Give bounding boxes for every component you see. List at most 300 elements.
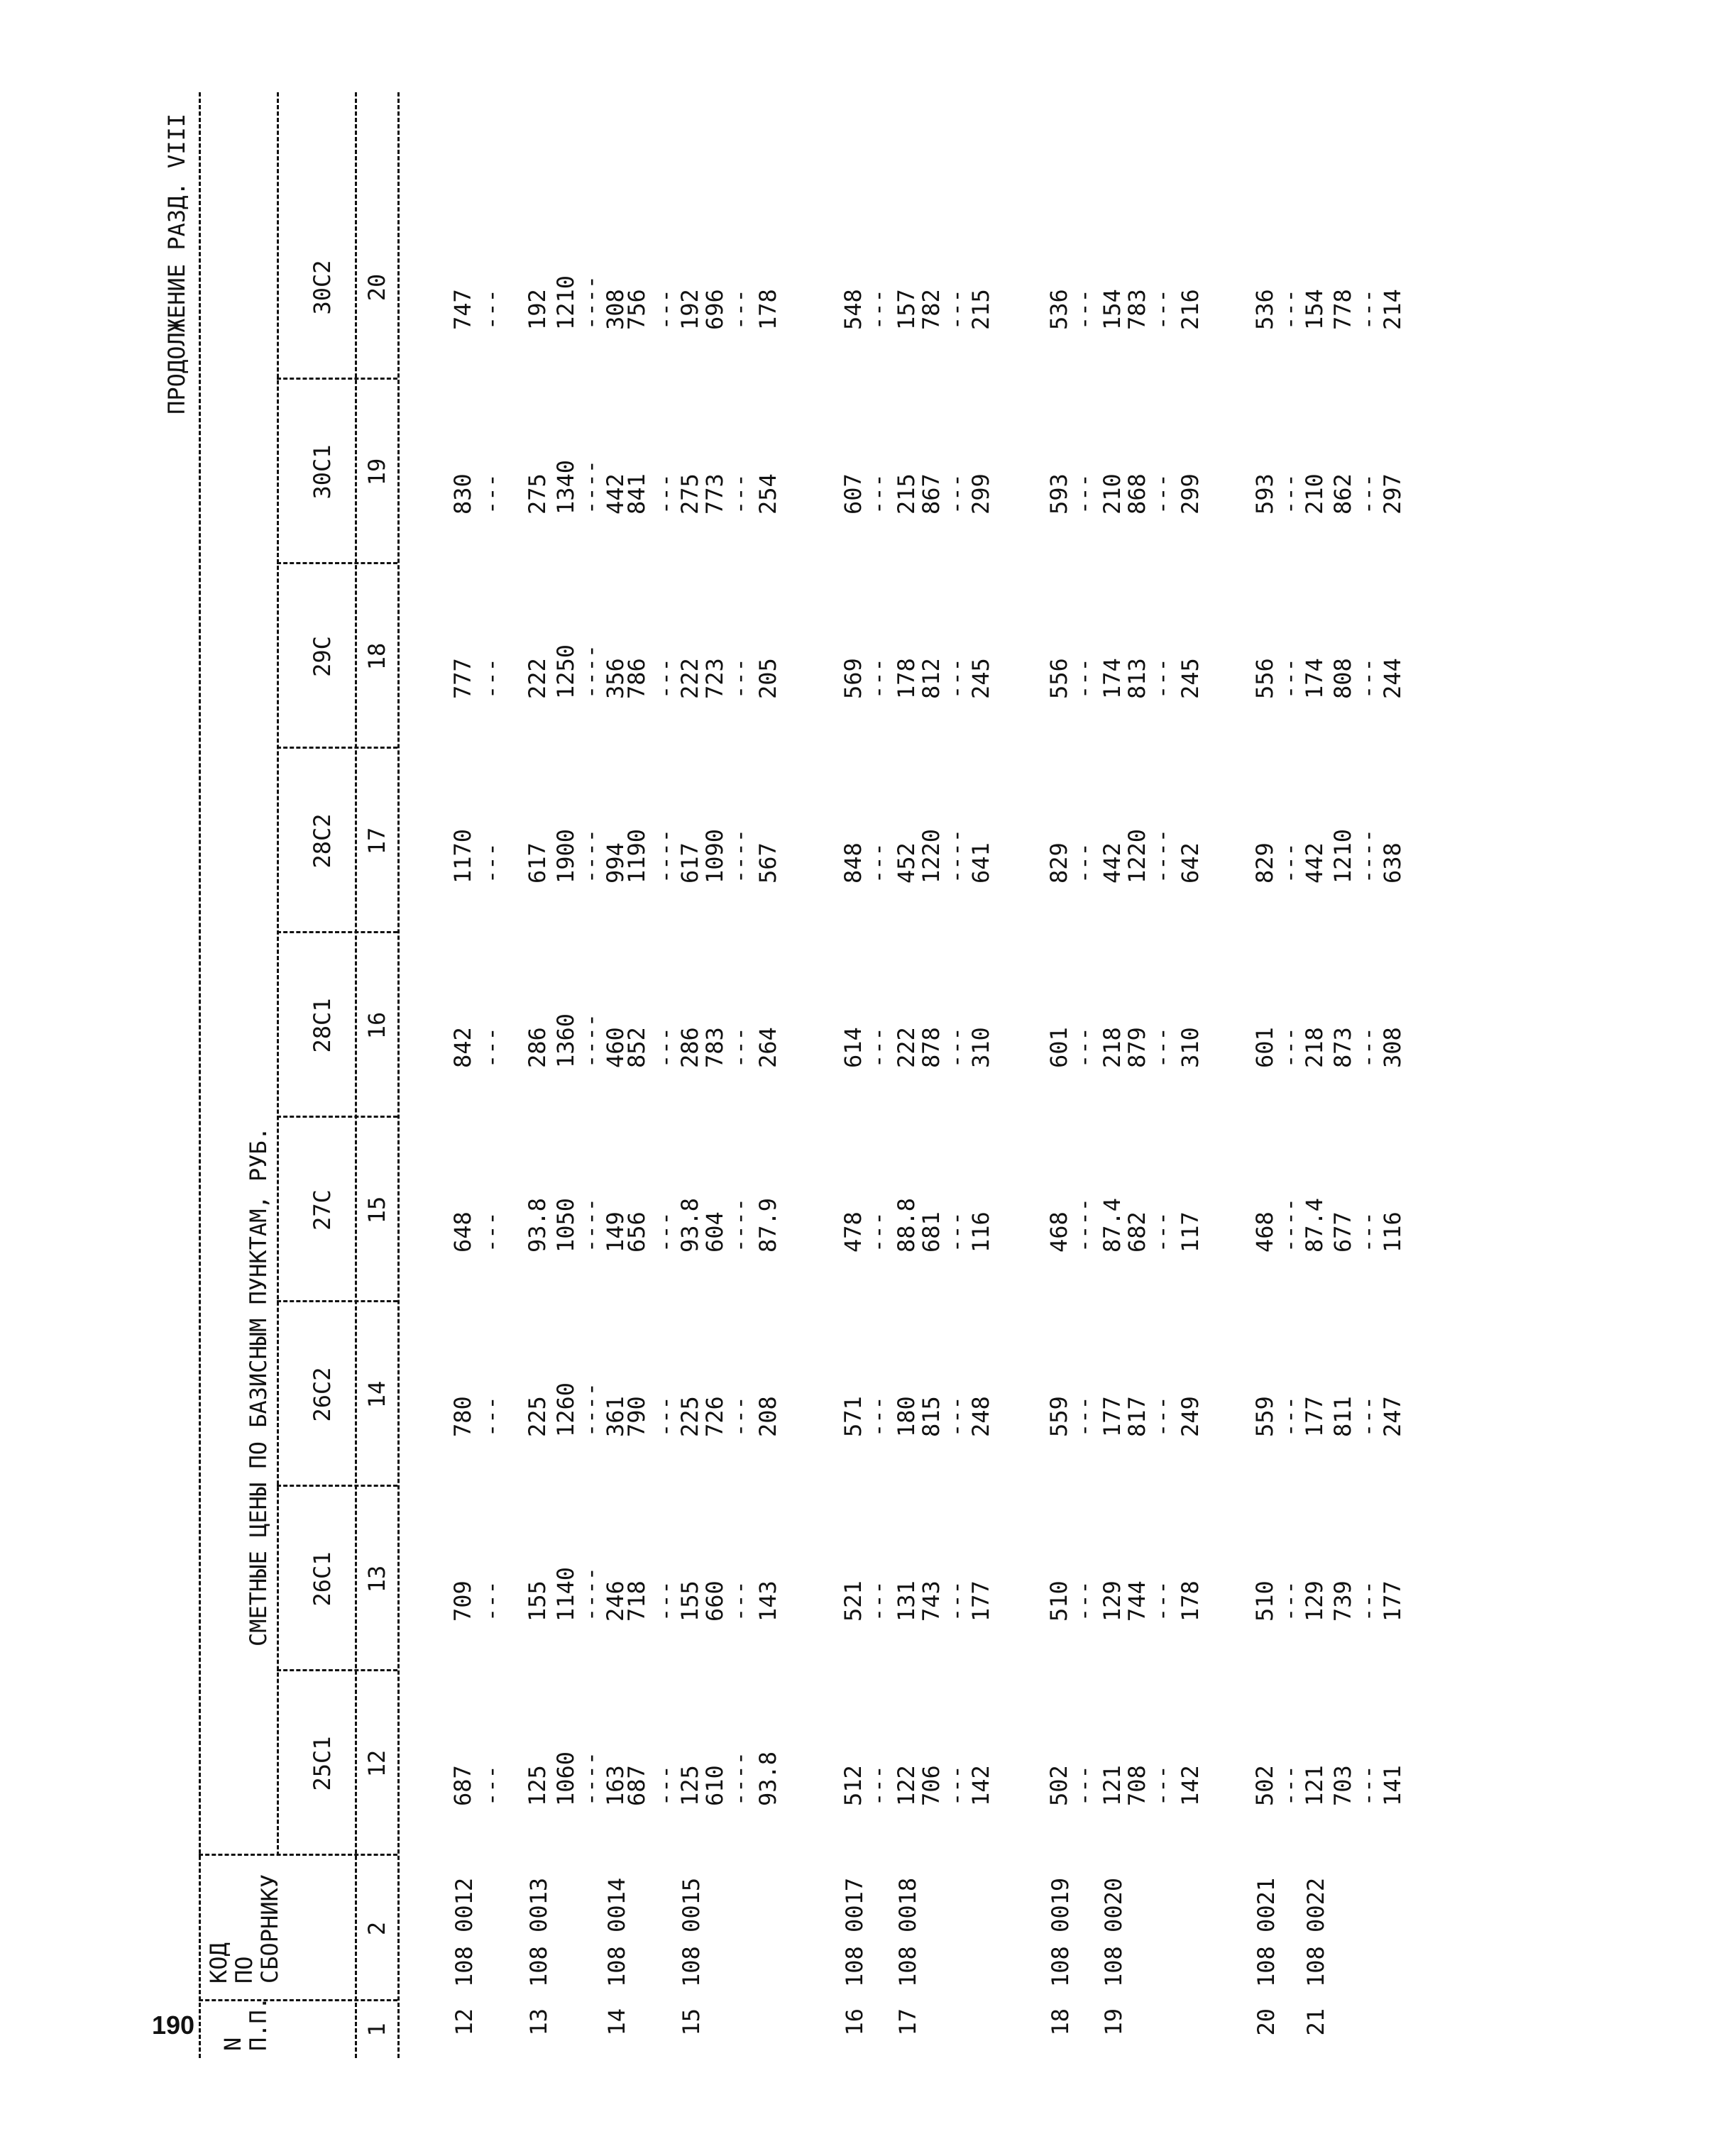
price-cell: 1210 — [1329, 828, 1356, 884]
price-cell: 815 — [918, 1396, 945, 1437]
price-cell: 638 — [1379, 842, 1406, 884]
price-cell: ---- — [726, 1751, 753, 1806]
price-cell: 830 — [449, 473, 476, 515]
header-zone-28c2: 28С2 — [309, 813, 336, 869]
price-cell: 593 — [1045, 473, 1072, 515]
price-cell: 708 — [1123, 1765, 1150, 1806]
row-number: 15 — [678, 2008, 705, 2036]
price-cell: 1090 — [701, 828, 728, 884]
price-cell: 93.8 — [676, 1197, 703, 1253]
price-cell: 117 — [1177, 1211, 1204, 1253]
price-cell: --- — [478, 842, 505, 884]
price-cell: 87.4 — [1301, 1197, 1328, 1253]
price-cell: 571 — [840, 1396, 867, 1437]
price-cell: 706 — [918, 1765, 945, 1806]
price-cell: --- — [864, 1765, 891, 1806]
price-cell: 205 — [754, 658, 781, 699]
header-row-number: N П.П. — [219, 1996, 272, 2051]
price-cell: 1220 — [1123, 828, 1150, 884]
price-cell: 210 — [1301, 473, 1328, 515]
column-number: 15 — [363, 1196, 390, 1224]
price-cell: 811 — [1329, 1396, 1356, 1437]
price-cell: ---- — [1276, 1197, 1303, 1253]
price-cell: 696 — [701, 289, 728, 330]
price-cell: 174 — [1301, 658, 1328, 699]
price-cell: 842 — [449, 1027, 476, 1068]
price-cell: ---- — [726, 1197, 753, 1253]
price-cell: ---- — [1070, 1197, 1097, 1253]
price-cell: 361 — [602, 1396, 629, 1437]
price-cell: 310 — [967, 1027, 994, 1068]
price-cell: 222 — [893, 1027, 920, 1068]
price-cell: 116 — [1379, 1211, 1406, 1253]
price-cell: 129 — [1099, 1580, 1126, 1622]
price-cell: --- — [1148, 473, 1175, 515]
header-zone-26c2: 26С2 — [309, 1367, 336, 1422]
row-number: 16 — [841, 2008, 868, 2036]
price-cell: 214 — [1379, 289, 1406, 330]
price-cell: --- — [652, 1211, 678, 1253]
price-cell: 245 — [1177, 658, 1204, 699]
row-code: 108 0022 — [1302, 1877, 1329, 1987]
price-cell: 442 — [602, 473, 629, 515]
price-cell: 286 — [676, 1027, 703, 1068]
price-cell: --- — [1148, 1027, 1175, 1068]
price-cell: --- — [864, 473, 891, 515]
price-cell: 777 — [449, 658, 476, 699]
price-cell: ---- — [577, 828, 604, 884]
price-cell: 121 — [1099, 1765, 1126, 1806]
price-cell: --- — [1354, 1580, 1381, 1622]
price-cell: 778 — [1329, 289, 1356, 330]
price-cell: 308 — [602, 289, 629, 330]
price-cell: 1170 — [449, 828, 476, 884]
price-cell: ---- — [577, 459, 604, 515]
price-cell: 841 — [623, 473, 650, 515]
price-cell: 1360 — [552, 1013, 579, 1068]
column-number: 19 — [363, 458, 390, 486]
price-cell: --- — [726, 1580, 753, 1622]
price-cell: --- — [478, 289, 505, 330]
price-cell: --- — [864, 1211, 891, 1253]
price-cell: 641 — [967, 842, 994, 884]
price-cell: 1050 — [552, 1197, 579, 1253]
price-cell: 468 — [1045, 1211, 1072, 1253]
price-cell: 878 — [918, 1027, 945, 1068]
price-cell: --- — [1070, 473, 1097, 515]
price-cell: --- — [478, 1396, 505, 1437]
price-cell: 275 — [676, 473, 703, 515]
price-cell: 786 — [623, 658, 650, 699]
price-cell: 783 — [701, 1027, 728, 1068]
price-cell: 192 — [524, 289, 551, 330]
price-cell: --- — [864, 842, 891, 884]
price-cell: 122 — [893, 1765, 920, 1806]
price-cell: 813 — [1123, 658, 1150, 699]
group-title-rule — [277, 92, 279, 1856]
price-cell: --- — [478, 1765, 505, 1806]
price-cell: --- — [652, 289, 678, 330]
page-number: 190 — [152, 2011, 195, 2040]
price-cell: 569 — [840, 658, 867, 699]
price-cell: 862 — [1329, 473, 1356, 515]
price-cell: --- — [1148, 1765, 1175, 1806]
price-cell: 178 — [893, 658, 920, 699]
row-number: 14 — [603, 2008, 630, 2036]
price-cell: --- — [943, 1027, 969, 1068]
row-number: 18 — [1047, 2008, 1074, 2036]
price-cell: 87.9 — [754, 1197, 781, 1253]
price-cell: --- — [1276, 1765, 1303, 1806]
price-cell: 245 — [967, 658, 994, 699]
price-cell: --- — [943, 658, 969, 699]
price-cell: 782 — [918, 289, 945, 330]
price-cell: 703 — [1329, 1765, 1356, 1806]
price-cell: 660 — [701, 1580, 728, 1622]
price-cell: 687 — [449, 1765, 476, 1806]
price-cell: 452 — [893, 842, 920, 884]
header-zone-29c: 29С — [309, 636, 336, 677]
price-cell: --- — [1276, 473, 1303, 515]
price-cell: 682 — [1123, 1211, 1150, 1253]
price-cell: 773 — [701, 473, 728, 515]
price-cell: 610 — [701, 1765, 728, 1806]
price-cell: 93.8 — [524, 1197, 551, 1253]
price-cell: ---- — [577, 1566, 604, 1622]
price-cell: --- — [1276, 658, 1303, 699]
price-cell: 142 — [967, 1765, 994, 1806]
price-cell: 1140 — [552, 1566, 579, 1622]
price-cell: 1060 — [552, 1751, 579, 1806]
price-cell: 225 — [524, 1396, 551, 1437]
row-code: 108 0015 — [678, 1877, 705, 1987]
price-cell: 222 — [676, 658, 703, 699]
price-cell: 601 — [1045, 1027, 1072, 1068]
price-cell: --- — [726, 658, 753, 699]
price-cell: --- — [1354, 1211, 1381, 1253]
price-cell: 299 — [1177, 473, 1204, 515]
header-group-title: СМЕТНЫЕ ЦЕНЫ ПО БАЗИСНЫМ ПУНКТАМ, РУБ. — [245, 1126, 272, 1646]
price-cell: --- — [1148, 289, 1175, 330]
price-cell: 559 — [1045, 1396, 1072, 1437]
price-cell: 249 — [1177, 1396, 1204, 1437]
row-number: 19 — [1100, 2008, 1127, 2036]
price-cell: --- — [478, 473, 505, 515]
column-number: 2 — [363, 1921, 390, 1936]
price-cell: 556 — [1251, 658, 1278, 699]
price-cell: --- — [943, 473, 969, 515]
price-cell: --- — [1354, 1396, 1381, 1437]
price-cell: --- — [864, 1027, 891, 1068]
price-cell: 177 — [967, 1580, 994, 1622]
price-cell: 121 — [1301, 1765, 1328, 1806]
price-cell: 994 — [602, 842, 629, 884]
price-cell: 829 — [1045, 842, 1072, 884]
price-cell: 521 — [840, 1580, 867, 1622]
column-number: 12 — [363, 1749, 390, 1778]
price-cell: 93.8 — [754, 1751, 781, 1806]
price-cell: 210 — [1099, 473, 1126, 515]
column-number: 14 — [363, 1380, 390, 1409]
price-cell: 468 — [1251, 1211, 1278, 1253]
price-cell: 617 — [676, 842, 703, 884]
price-cell: 681 — [918, 1211, 945, 1253]
price-cell: 879 — [1123, 1027, 1150, 1068]
price-cell: 180 — [893, 1396, 920, 1437]
price-cell: 155 — [524, 1580, 551, 1622]
price-cell: ---- — [726, 828, 753, 884]
price-cell: --- — [1354, 1765, 1381, 1806]
price-cell: 157 — [893, 289, 920, 330]
price-cell: --- — [943, 289, 969, 330]
price-cell: 297 — [1379, 473, 1406, 515]
price-cell: 723 — [701, 658, 728, 699]
price-cell: 478 — [840, 1211, 867, 1253]
column-number: 20 — [363, 273, 390, 302]
price-cell: 244 — [1379, 658, 1406, 699]
price-cell: 747 — [449, 289, 476, 330]
price-cell: --- — [864, 658, 891, 699]
price-cell: 743 — [918, 1580, 945, 1622]
price-cell: --- — [1276, 289, 1303, 330]
price-cell: 709 — [449, 1580, 476, 1622]
price-cell: 177 — [1099, 1396, 1126, 1437]
price-cell: 817 — [1123, 1396, 1150, 1437]
price-cell: 510 — [1045, 1580, 1072, 1622]
price-cell: 502 — [1045, 1765, 1072, 1806]
price-cell: 264 — [754, 1027, 781, 1068]
price-cell: 129 — [1301, 1580, 1328, 1622]
price-cell: 310 — [1177, 1027, 1204, 1068]
price-cell: --- — [726, 1396, 753, 1437]
price-cell: 174 — [1099, 658, 1126, 699]
price-cell: 614 — [840, 1027, 867, 1068]
price-cell: 512 — [840, 1765, 867, 1806]
row-number: 20 — [1253, 2008, 1280, 2036]
price-cell: 783 — [1123, 289, 1150, 330]
column-number: 17 — [363, 827, 390, 855]
price-cell: --- — [1276, 1580, 1303, 1622]
header-zone-30c1: 30С1 — [309, 444, 336, 500]
price-cell: ---- — [1148, 828, 1175, 884]
price-cell: 1340 — [552, 459, 579, 515]
price-cell: 143 — [754, 1580, 781, 1622]
row-code: 108 0019 — [1047, 1877, 1074, 1987]
price-cell: 275 — [524, 473, 551, 515]
price-cell: 510 — [1251, 1580, 1278, 1622]
row-code: 108 0021 — [1253, 1877, 1280, 1987]
price-cell: 154 — [1301, 289, 1328, 330]
row-number: 12 — [451, 2008, 478, 2036]
price-cell: 254 — [754, 473, 781, 515]
price-cell: 559 — [1251, 1396, 1278, 1437]
price-cell: ---- — [652, 828, 678, 884]
price-cell: --- — [864, 289, 891, 330]
price-cell: --- — [652, 1396, 678, 1437]
price-cell: 460 — [602, 1027, 629, 1068]
row-number: 17 — [894, 2008, 921, 2036]
price-cell: --- — [1276, 1396, 1303, 1437]
price-cell: --- — [1148, 658, 1175, 699]
price-cell: 867 — [918, 473, 945, 515]
table-top-rule — [199, 92, 201, 2058]
price-cell: --- — [478, 1027, 505, 1068]
price-cell: 177 — [1379, 1580, 1406, 1622]
price-cell: 536 — [1251, 289, 1278, 330]
price-cell: 218 — [1099, 1027, 1126, 1068]
price-cell: 829 — [1251, 842, 1278, 884]
price-cell: 536 — [1045, 289, 1072, 330]
price-cell: --- — [1148, 1211, 1175, 1253]
row-code: 108 0020 — [1100, 1877, 1127, 1987]
price-cell: 192 — [676, 289, 703, 330]
price-cell: --- — [1070, 842, 1097, 884]
price-cell: 604 — [701, 1211, 728, 1253]
price-cell: 286 — [524, 1027, 551, 1068]
price-cell: 141 — [1379, 1765, 1406, 1806]
price-cell: ---- — [577, 1382, 604, 1437]
price-cell: 548 — [840, 289, 867, 330]
price-cell: 744 — [1123, 1580, 1150, 1622]
price-cell: 178 — [754, 289, 781, 330]
column-number: 13 — [363, 1565, 390, 1593]
price-cell: 1260 — [552, 1382, 579, 1437]
price-cell: 154 — [1099, 289, 1126, 330]
price-cell: 848 — [840, 842, 867, 884]
price-cell: --- — [864, 1396, 891, 1437]
header-code: КОД ПО СБОРНИКУ — [205, 1874, 283, 1984]
price-cell: 356 — [602, 658, 629, 699]
column-number-rule-bottom — [397, 92, 400, 2058]
price-cell: --- — [1276, 842, 1303, 884]
price-cell: --- — [1276, 1027, 1303, 1068]
price-cell: 247 — [1379, 1396, 1406, 1437]
price-cell: 1190 — [623, 828, 650, 884]
header-zone-30c2: 30С2 — [309, 260, 336, 315]
price-cell: --- — [652, 473, 678, 515]
price-cell: ---- — [1354, 828, 1381, 884]
price-cell: ---- — [577, 1013, 604, 1068]
price-cell: --- — [1148, 1396, 1175, 1437]
price-cell: 149 — [602, 1211, 629, 1253]
column-number-rule-top — [355, 92, 357, 2058]
price-cell: 442 — [1099, 842, 1126, 884]
price-cell: 1900 — [552, 828, 579, 884]
header-zone-25c1: 25С1 — [309, 1736, 336, 1791]
continuation-label: ПРОДОЛЖЕНИЕ РАЗД. VIII — [163, 114, 190, 414]
price-cell: --- — [1070, 658, 1097, 699]
price-cell: 718 — [623, 1580, 650, 1622]
price-cell: --- — [1070, 1027, 1097, 1068]
price-cell: --- — [1354, 473, 1381, 515]
price-cell: 246 — [602, 1580, 629, 1622]
price-cell: ---- — [577, 644, 604, 699]
price-cell: 142 — [1177, 1765, 1204, 1806]
price-cell: 88.8 — [893, 1197, 920, 1253]
price-cell: 299 — [967, 473, 994, 515]
price-cell: 756 — [623, 289, 650, 330]
price-cell: --- — [726, 1027, 753, 1068]
price-cell: 1250 — [552, 644, 579, 699]
price-cell: 868 — [1123, 473, 1150, 515]
price-cell: 790 — [623, 1396, 650, 1437]
price-cell: 656 — [623, 1211, 650, 1253]
row-code: 108 0012 — [451, 1877, 478, 1987]
row-code: 108 0017 — [841, 1877, 868, 1987]
price-cell: 739 — [1329, 1580, 1356, 1622]
price-cell: 502 — [1251, 1765, 1278, 1806]
price-cell: 873 — [1329, 1027, 1356, 1068]
price-cell: 593 — [1251, 473, 1278, 515]
row-code: 108 0018 — [894, 1877, 921, 1987]
price-cell: --- — [1070, 1396, 1097, 1437]
price-cell: --- — [864, 1580, 891, 1622]
price-cell: 617 — [524, 842, 551, 884]
price-cell: 178 — [1177, 1580, 1204, 1622]
column-number: 16 — [363, 1011, 390, 1040]
price-cell: 607 — [840, 473, 867, 515]
price-cell: --- — [1070, 289, 1097, 330]
price-cell: --- — [943, 1765, 969, 1806]
price-cell: 225 — [676, 1396, 703, 1437]
price-cell: 442 — [1301, 842, 1328, 884]
price-cell: --- — [943, 1580, 969, 1622]
price-cell: 215 — [893, 473, 920, 515]
price-cell: --- — [1354, 1027, 1381, 1068]
price-cell: 808 — [1329, 658, 1356, 699]
price-cell: 208 — [754, 1396, 781, 1437]
price-cell: --- — [652, 1765, 678, 1806]
price-cell: --- — [1354, 289, 1381, 330]
price-cell: 177 — [1301, 1396, 1328, 1437]
price-cell: --- — [943, 1211, 969, 1253]
price-cell: 125 — [524, 1765, 551, 1806]
price-cell: 812 — [918, 658, 945, 699]
price-cell: 567 — [754, 842, 781, 884]
price-cell: --- — [1354, 658, 1381, 699]
price-cell: --- — [478, 1211, 505, 1253]
price-cell: 726 — [701, 1396, 728, 1437]
price-cell: 131 — [893, 1580, 920, 1622]
price-cell: ---- — [577, 1197, 604, 1253]
price-cell: 780 — [449, 1396, 476, 1437]
header-zone-26c1: 26С1 — [309, 1551, 336, 1607]
column-number: 18 — [363, 642, 390, 671]
price-cell: ---- — [577, 275, 604, 330]
price-cell: 556 — [1045, 658, 1072, 699]
price-cell: 163 — [602, 1765, 629, 1806]
price-cell: --- — [652, 658, 678, 699]
price-cell: 216 — [1177, 289, 1204, 330]
price-cell: 308 — [1379, 1027, 1406, 1068]
price-cell: ---- — [577, 1751, 604, 1806]
row-code: 108 0013 — [525, 1877, 552, 1987]
row-number: 13 — [525, 2008, 552, 2036]
price-cell: ---- — [943, 828, 969, 884]
price-cell: --- — [726, 473, 753, 515]
price-cell: 648 — [449, 1211, 476, 1253]
price-cell: --- — [478, 658, 505, 699]
row-code: 108 0014 — [603, 1877, 630, 1987]
price-cell: --- — [652, 1027, 678, 1068]
price-cell: 116 — [967, 1211, 994, 1253]
price-cell: 125 — [676, 1765, 703, 1806]
price-cell: 601 — [1251, 1027, 1278, 1068]
price-cell: --- — [652, 1580, 678, 1622]
price-cell: --- — [726, 289, 753, 330]
price-cell: 222 — [524, 658, 551, 699]
price-cell: 677 — [1329, 1211, 1356, 1253]
